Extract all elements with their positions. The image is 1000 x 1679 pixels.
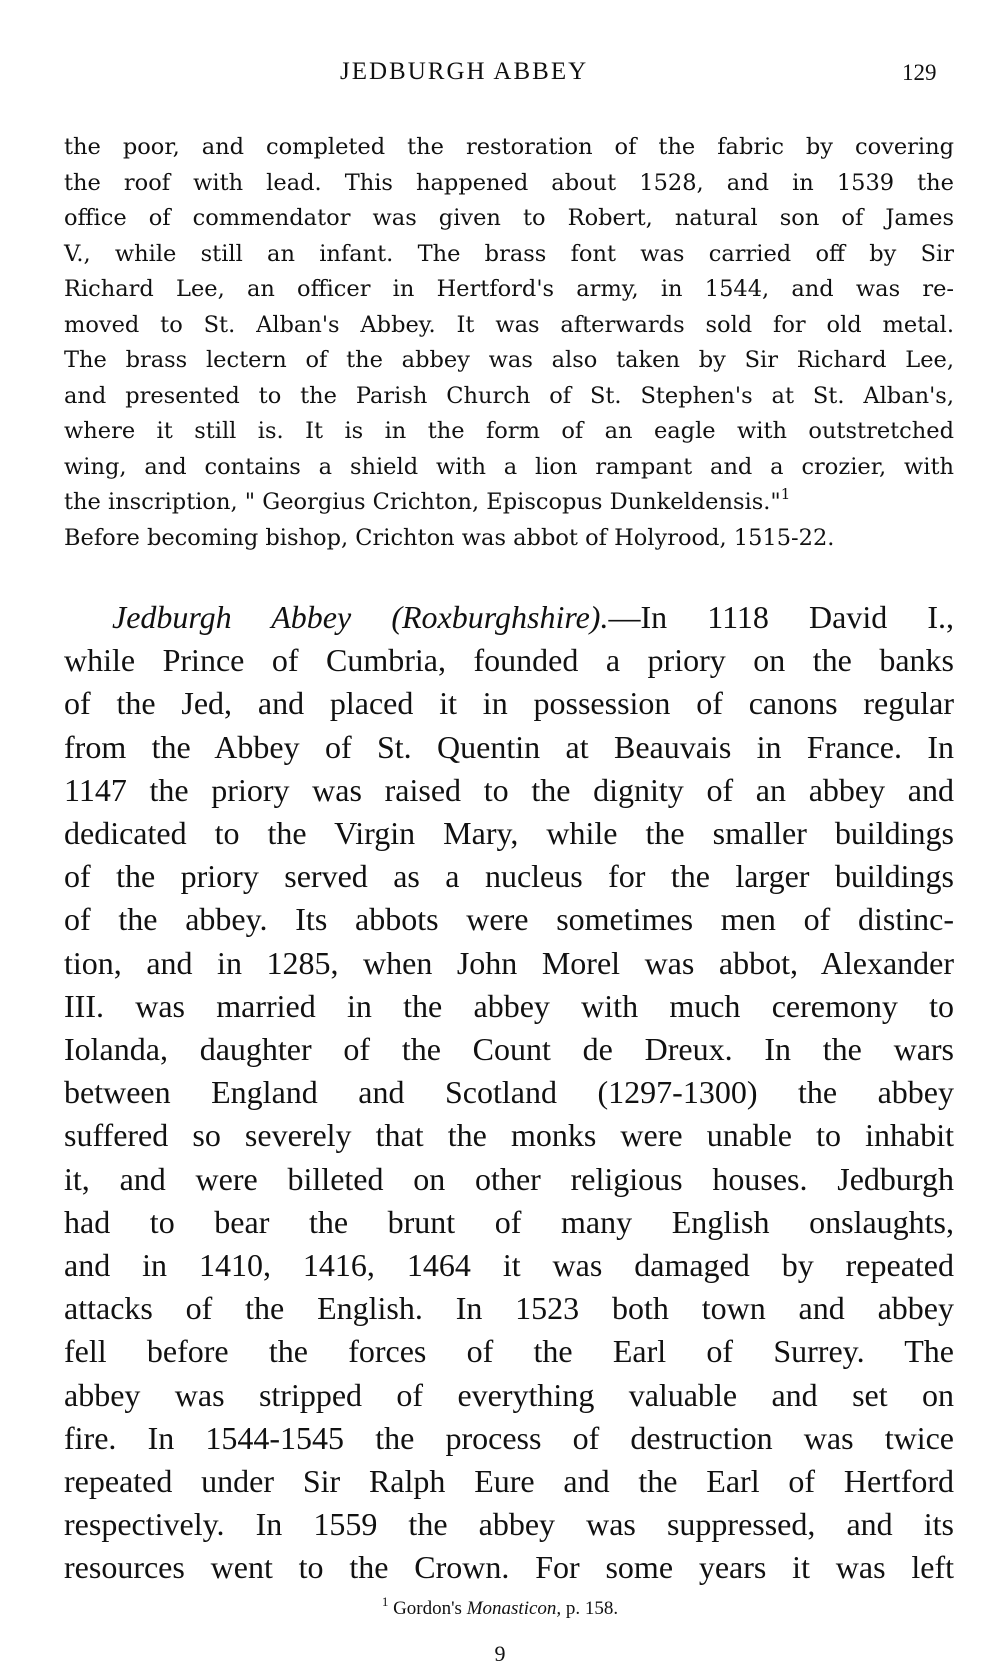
footnote-page-ref: p. 158. bbox=[565, 1598, 619, 1619]
text-line: had to bear the brunt of many English onslaughts, bbox=[64, 1203, 954, 1240]
footnote bbox=[0, 1594, 1000, 1620]
footnote-reference: 1 bbox=[780, 485, 791, 503]
text-line: Richard Lee, an officer in Hertford's army, in 1544, and was re- bbox=[64, 276, 954, 302]
text-line: from the Abbey of St. Quentin at Beauvais in France. In bbox=[64, 728, 954, 765]
text-line: the roof with lead. This happened about 1528, and in 1539 the bbox=[64, 169, 954, 196]
text-line: dedicated to the Virgin Mary, while the smaller buildings bbox=[64, 815, 954, 852]
text-line: tion, and in 1285, when John Morel was abbot, Alexander bbox=[64, 944, 954, 981]
signature-mark: 9 bbox=[494, 1641, 506, 1666]
text-line: moved to St. Alban's Abbey. It was afterwards sold for old metal. bbox=[64, 311, 954, 338]
text-line: fell before the forces of the Earl of Surrey. The bbox=[64, 1333, 954, 1370]
preceding-paragraph bbox=[64, 130, 954, 556]
text-line: resources went to the Crown. For some years it was left bbox=[64, 1549, 954, 1586]
text-line: of the priory served as a nucleus for the larger buildings bbox=[64, 858, 954, 895]
text-line: it, and were billeted on other religious houses. Jedburgh bbox=[64, 1160, 954, 1197]
text-line: the inscription, " Georgius Crichton, Episcopus Dunkeldensis." bbox=[64, 489, 781, 515]
text-line: V., while still an infant. The brass font was carried off by Sir bbox=[64, 240, 954, 267]
text-line: fire. In 1544-1545 the process of destruction was twice bbox=[64, 1419, 954, 1456]
section-jedburgh-abbey bbox=[64, 596, 954, 1590]
footnote-marker: 1 bbox=[381, 1594, 389, 1609]
text-line: suffered so severely that the monks were unable to inhabit bbox=[64, 1117, 954, 1154]
text-line: repeated under Sir Ralph Eure and the Earl of Hertford bbox=[64, 1463, 954, 1500]
text-line: office of commendator was given to Robert, natural son of James bbox=[64, 205, 954, 231]
section-heading: Jedburgh Abbey (Roxburghshire). bbox=[112, 599, 609, 635]
text-line: respectively. In 1559 the abbey was suppressed, and its bbox=[64, 1506, 954, 1543]
running-title: JEDBURGH ABBEY bbox=[340, 58, 589, 85]
footnote-work: Monasticon, bbox=[466, 1598, 562, 1619]
text-line: 1147 the priory was raised to the dignity of an abbey and bbox=[64, 771, 954, 808]
text-line: and presented to the Parish Church of St. Stephen's at St. Alban's, bbox=[64, 382, 954, 409]
section-heading-continuation: —In 1118 David I., bbox=[608, 599, 955, 635]
text-line: where it still is. It is in the form of an eagle with outstretched bbox=[64, 418, 954, 444]
text-line: of the Jed, and placed it in possession of canons regular bbox=[64, 685, 954, 722]
text-line: between England and Scotland (1297-1300) the abbey bbox=[64, 1074, 954, 1111]
text-line: attacks of the English. In 1523 both town and abbey bbox=[64, 1290, 954, 1327]
text-line: wing, and contains a shield with a lion rampant and a crozier, with bbox=[64, 453, 954, 480]
text-line: abbey was stripped of everything valuable and set on bbox=[64, 1376, 954, 1413]
text-line: Before becoming bishop, Crichton was abbot of Holyrood, 1515-22. bbox=[64, 524, 835, 551]
text-line: III. was married in the abbey with much ceremony to bbox=[64, 987, 954, 1024]
section-heading-line bbox=[64, 596, 954, 639]
text-line: the poor, and completed the restoration of the fabric by covering bbox=[64, 134, 954, 160]
text-line: The brass lectern of the abbey was also taken by Sir Richard Lee, bbox=[64, 347, 954, 373]
text-line: and in 1410, 1416, 1464 it was damaged by repeated bbox=[64, 1247, 954, 1284]
text-line: of the abbey. Its abbots were sometimes men of distinc- bbox=[64, 901, 954, 938]
text-line: Iolanda, daughter of the Count de Dreux. In the wars bbox=[64, 1031, 954, 1068]
running-head bbox=[0, 58, 1000, 98]
text-line: while Prince of Cumbria, founded a priory on the banks bbox=[64, 642, 954, 679]
text-line-with-footnote bbox=[64, 485, 954, 521]
page-number: 129 bbox=[902, 60, 937, 85]
footnote-author: Gordon's bbox=[393, 1598, 462, 1619]
